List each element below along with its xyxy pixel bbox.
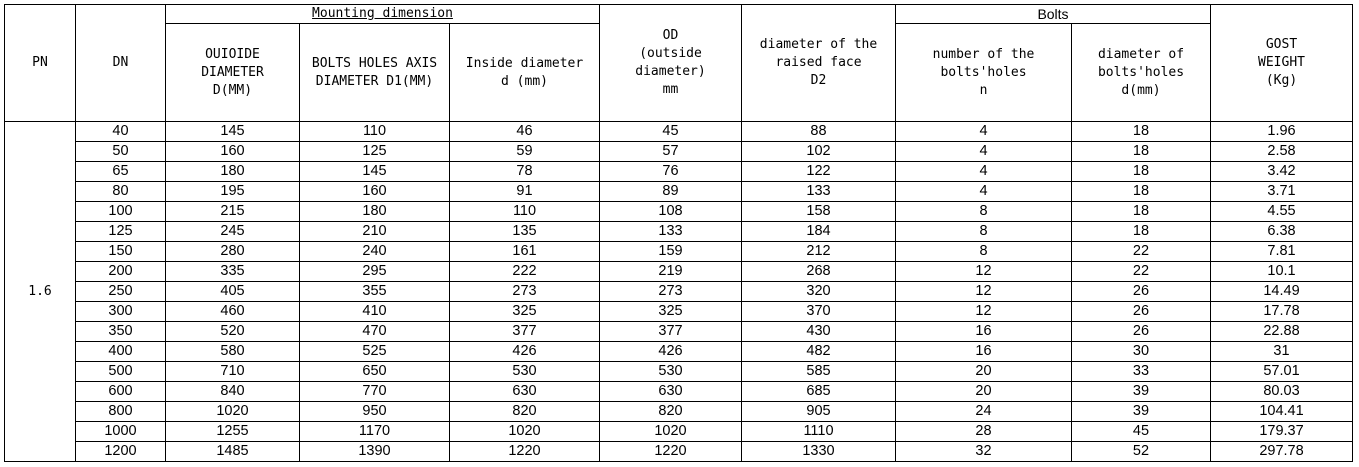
dn-cell: 200 [76, 262, 166, 282]
od-cell: 219 [600, 262, 742, 282]
bolt-diameter-cell: 22 [1072, 242, 1211, 262]
table-row [5, 262, 1353, 282]
raised-face-cell: 184 [742, 222, 896, 242]
inside-diameter-cell: 1020 [450, 422, 600, 442]
outside-diameter-cell: 280 [166, 242, 300, 262]
outside-diameter-cell: 335 [166, 262, 300, 282]
raised-face-cell: 905 [742, 402, 896, 422]
outside-diameter-cell: 580 [166, 342, 300, 362]
dn-cell: 250 [76, 282, 166, 302]
bolt-count-cell: 8 [896, 242, 1072, 262]
bolts-axis-cell: 145 [300, 162, 450, 182]
inside-diameter-cell: 78 [450, 162, 600, 182]
od-cell: 45 [600, 122, 742, 142]
outside-diameter-cell: 1020 [166, 402, 300, 422]
raised-face-cell: 1110 [742, 422, 896, 442]
weight-cell: 57.01 [1211, 362, 1353, 382]
bolt-count-header: number of the bolts'holes n [896, 24, 1072, 122]
inside-diameter-cell: 110 [450, 202, 600, 222]
bolt-count-cell: 8 [896, 202, 1072, 222]
outside-diameter-cell: 180 [166, 162, 300, 182]
od-cell: 426 [600, 342, 742, 362]
bolt-count-cell: 20 [896, 362, 1072, 382]
bolt-count-cell: 4 [896, 142, 1072, 162]
outside-diameter-cell: 405 [166, 282, 300, 302]
outside-diameter-header: OUIOIDE DIAMETER D(MM) [166, 24, 300, 122]
dn-cell: 350 [76, 322, 166, 342]
bolts-axis-cell: 210 [300, 222, 450, 242]
od-cell: 108 [600, 202, 742, 222]
weight-cell: 3.42 [1211, 162, 1353, 182]
od-cell: 377 [600, 322, 742, 342]
inside-diameter-cell: 426 [450, 342, 600, 362]
raised-face-cell: 212 [742, 242, 896, 262]
od-cell: 820 [600, 402, 742, 422]
od-cell: 273 [600, 282, 742, 302]
bolts-axis-cell: 525 [300, 342, 450, 362]
bolt-count-cell: 8 [896, 222, 1072, 242]
table-row [5, 342, 1353, 362]
table-body [5, 122, 1353, 462]
inside-diameter-cell: 377 [450, 322, 600, 342]
table-row [5, 422, 1353, 442]
bolt-count-cell: 4 [896, 162, 1072, 182]
weight-header: GOST WEIGHT (Kg) [1211, 5, 1353, 122]
outside-diameter-cell: 1255 [166, 422, 300, 442]
outside-diameter-cell: 520 [166, 322, 300, 342]
bolt-diameter-cell: 33 [1072, 362, 1211, 382]
weight-cell: 1.96 [1211, 122, 1353, 142]
bolts-axis-cell: 410 [300, 302, 450, 322]
outside-diameter-cell: 710 [166, 362, 300, 382]
bolts-axis-cell: 650 [300, 362, 450, 382]
table-row [5, 182, 1353, 202]
dn-cell: 80 [76, 182, 166, 202]
table-row [5, 202, 1353, 222]
table-row [5, 382, 1353, 402]
raised-face-cell: 1330 [742, 442, 896, 462]
inside-diameter-cell: 59 [450, 142, 600, 162]
raised-face-cell: 430 [742, 322, 896, 342]
bolt-diameter-cell: 26 [1072, 282, 1211, 302]
bolt-diameter-header: diameter of bolts'holes d(mm) [1072, 24, 1211, 122]
bolt-count-cell: 16 [896, 342, 1072, 362]
inside-diameter-cell: 1220 [450, 442, 600, 462]
raised-face-cell: 158 [742, 202, 896, 222]
od-header: OD (outside diameter) mm [600, 5, 742, 122]
bolt-diameter-cell: 26 [1072, 322, 1211, 342]
weight-cell: 17.78 [1211, 302, 1353, 322]
od-cell: 1020 [600, 422, 742, 442]
bolts-axis-cell: 180 [300, 202, 450, 222]
outside-diameter-cell: 840 [166, 382, 300, 402]
weight-cell: 297.78 [1211, 442, 1353, 462]
bolt-count-cell: 12 [896, 302, 1072, 322]
weight-cell: 6.38 [1211, 222, 1353, 242]
bolt-count-cell: 16 [896, 322, 1072, 342]
dn-header: DN [76, 5, 166, 122]
weight-cell: 3.71 [1211, 182, 1353, 202]
bolt-diameter-cell: 22 [1072, 262, 1211, 282]
bolt-count-cell: 20 [896, 382, 1072, 402]
bolts-axis-cell: 160 [300, 182, 450, 202]
table-row [5, 242, 1353, 262]
table-row [5, 362, 1353, 382]
weight-cell: 104.41 [1211, 402, 1353, 422]
outside-diameter-cell: 195 [166, 182, 300, 202]
od-cell: 159 [600, 242, 742, 262]
od-cell: 1220 [600, 442, 742, 462]
bolt-diameter-cell: 26 [1072, 302, 1211, 322]
dn-cell: 1000 [76, 422, 166, 442]
bolt-diameter-cell: 18 [1072, 202, 1211, 222]
bolt-count-cell: 12 [896, 282, 1072, 302]
raised-face-cell: 133 [742, 182, 896, 202]
bolt-count-cell: 32 [896, 442, 1072, 462]
raised-face-cell: 320 [742, 282, 896, 302]
od-cell: 630 [600, 382, 742, 402]
bolts-axis-cell: 240 [300, 242, 450, 262]
bolts-axis-cell: 110 [300, 122, 450, 142]
mounting-dimension-header [166, 5, 600, 24]
table-row [5, 442, 1353, 462]
weight-cell: 31 [1211, 342, 1353, 362]
inside-diameter-cell: 325 [450, 302, 600, 322]
od-cell: 57 [600, 142, 742, 162]
bolts-axis-cell: 950 [300, 402, 450, 422]
inside-diameter-cell: 46 [450, 122, 600, 142]
dn-cell: 300 [76, 302, 166, 322]
bolt-diameter-cell: 30 [1072, 342, 1211, 362]
raised-face-cell: 482 [742, 342, 896, 362]
raised-face-cell: 88 [742, 122, 896, 142]
dn-cell: 500 [76, 362, 166, 382]
bolt-diameter-cell: 39 [1072, 382, 1211, 402]
mounting-dimension-label: Mounting dimension [312, 6, 453, 21]
table-row [5, 402, 1353, 422]
dn-cell: 800 [76, 402, 166, 422]
raised-face-cell: 122 [742, 162, 896, 182]
bolts-axis-cell: 295 [300, 262, 450, 282]
dn-cell: 125 [76, 222, 166, 242]
od-cell: 133 [600, 222, 742, 242]
bolt-diameter-cell: 39 [1072, 402, 1211, 422]
inside-diameter-cell: 820 [450, 402, 600, 422]
outside-diameter-cell: 1485 [166, 442, 300, 462]
dn-cell: 40 [76, 122, 166, 142]
weight-cell: 14.49 [1211, 282, 1353, 302]
inside-diameter-cell: 630 [450, 382, 600, 402]
bolts-axis-cell: 470 [300, 322, 450, 342]
table-row [5, 142, 1353, 162]
pn-cell: 1.6 [5, 122, 76, 462]
inside-diameter-cell: 161 [450, 242, 600, 262]
bolts-axis-cell: 770 [300, 382, 450, 402]
weight-cell: 179.37 [1211, 422, 1353, 442]
raised-face-cell: 370 [742, 302, 896, 322]
bolts-axis-cell: 125 [300, 142, 450, 162]
dn-cell: 400 [76, 342, 166, 362]
bolt-diameter-cell: 18 [1072, 182, 1211, 202]
table-header [5, 5, 1353, 122]
bolts-axis-cell: 1170 [300, 422, 450, 442]
weight-cell: 2.58 [1211, 142, 1353, 162]
raised-face-header: diameter of the raised face D2 [742, 5, 896, 122]
bolts-group-header: Bolts [896, 5, 1211, 24]
inside-diameter-cell: 91 [450, 182, 600, 202]
bolt-count-cell: 24 [896, 402, 1072, 422]
inside-diameter-cell: 273 [450, 282, 600, 302]
bolt-diameter-cell: 18 [1072, 122, 1211, 142]
bolt-count-cell: 28 [896, 422, 1072, 442]
raised-face-cell: 102 [742, 142, 896, 162]
table-row [5, 302, 1353, 322]
dn-cell: 600 [76, 382, 166, 402]
od-cell: 530 [600, 362, 742, 382]
raised-face-cell: 585 [742, 362, 896, 382]
table-row [5, 322, 1353, 342]
weight-cell: 10.1 [1211, 262, 1353, 282]
bolt-diameter-cell: 45 [1072, 422, 1211, 442]
outside-diameter-cell: 460 [166, 302, 300, 322]
bolt-count-cell: 4 [896, 182, 1072, 202]
bolt-diameter-cell: 52 [1072, 442, 1211, 462]
od-cell: 89 [600, 182, 742, 202]
inside-diameter-cell: 530 [450, 362, 600, 382]
weight-cell: 4.55 [1211, 202, 1353, 222]
bolt-diameter-cell: 18 [1072, 142, 1211, 162]
weight-cell: 22.88 [1211, 322, 1353, 342]
table-row [5, 282, 1353, 302]
raised-face-cell: 268 [742, 262, 896, 282]
weight-cell: 7.81 [1211, 242, 1353, 262]
table-row [5, 162, 1353, 182]
od-cell: 76 [600, 162, 742, 182]
bolt-count-cell: 4 [896, 122, 1072, 142]
inside-diameter-cell: 135 [450, 222, 600, 242]
outside-diameter-cell: 245 [166, 222, 300, 242]
od-cell: 325 [600, 302, 742, 322]
outside-diameter-cell: 145 [166, 122, 300, 142]
raised-face-cell: 685 [742, 382, 896, 402]
weight-cell: 80.03 [1211, 382, 1353, 402]
bolts-axis-header: BOLTS HOLES AXIS DIAMETER D1(MM) [300, 24, 450, 122]
dn-cell: 100 [76, 202, 166, 222]
bolts-axis-cell: 355 [300, 282, 450, 302]
inside-diameter-header: Inside diameter d (mm) [450, 24, 600, 122]
bolt-diameter-cell: 18 [1072, 222, 1211, 242]
table-row [5, 222, 1353, 242]
bolt-count-cell: 12 [896, 262, 1072, 282]
outside-diameter-cell: 160 [166, 142, 300, 162]
pn-header: PN [5, 5, 76, 122]
inside-diameter-cell: 222 [450, 262, 600, 282]
dn-cell: 65 [76, 162, 166, 182]
outside-diameter-cell: 215 [166, 202, 300, 222]
dn-cell: 50 [76, 142, 166, 162]
dn-cell: 1200 [76, 442, 166, 462]
bolts-axis-cell: 1390 [300, 442, 450, 462]
dn-cell: 150 [76, 242, 166, 262]
bolt-diameter-cell: 18 [1072, 162, 1211, 182]
flange-dimension-table [4, 4, 1353, 462]
table-row [5, 122, 1353, 142]
